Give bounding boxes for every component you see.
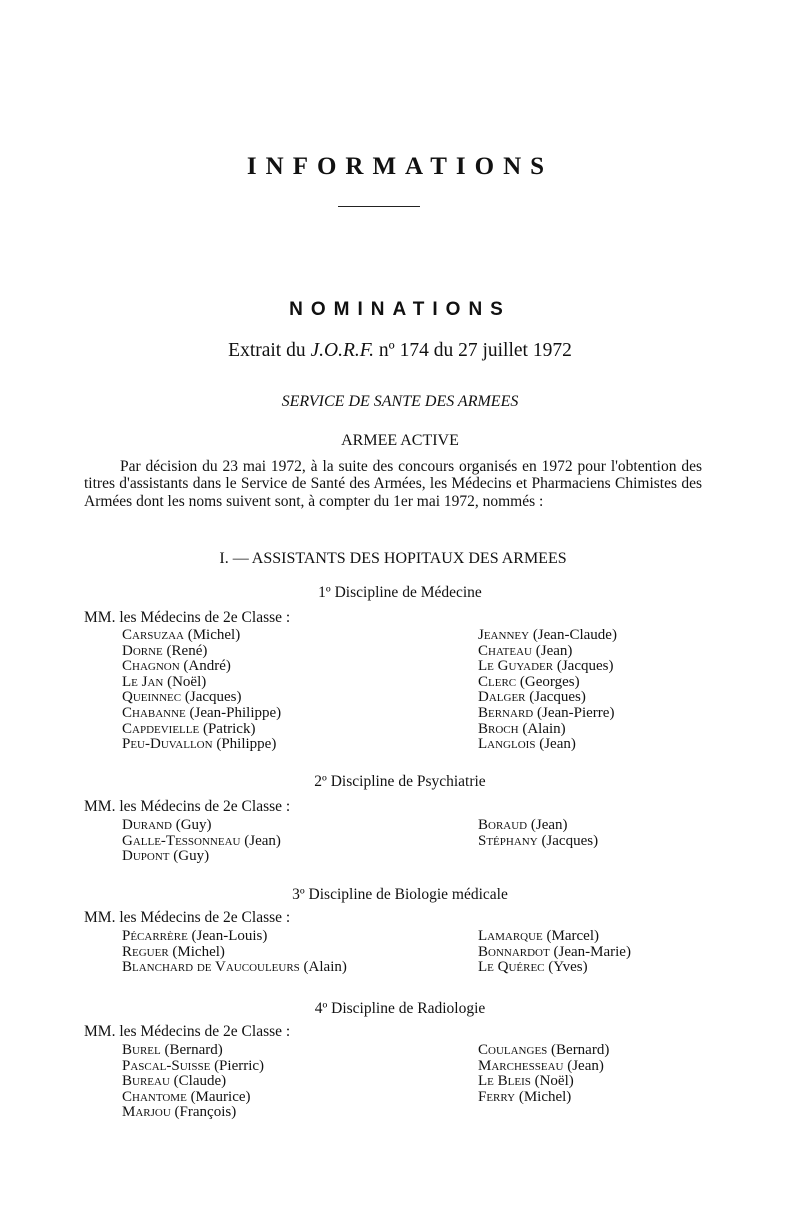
list-item bbox=[122, 834, 281, 850]
first-name: (Yves) bbox=[544, 959, 588, 976]
first-name: (Noël) bbox=[163, 673, 207, 690]
list-item bbox=[122, 644, 281, 660]
surname: Durand bbox=[122, 817, 172, 833]
list-item bbox=[478, 960, 631, 976]
surname: Jeanney bbox=[478, 627, 530, 643]
heading-rule bbox=[338, 206, 420, 207]
surname: Le Guyader bbox=[478, 658, 554, 675]
first-name: (Guy) bbox=[171, 817, 212, 833]
surname: Clerc bbox=[478, 673, 517, 690]
first-name: (Claude) bbox=[169, 1073, 227, 1090]
first-name: (Patrick) bbox=[199, 720, 256, 737]
surname: Marjou bbox=[122, 1104, 171, 1121]
first-name: (Jean-Pierre) bbox=[533, 704, 615, 721]
list-item bbox=[122, 1074, 264, 1090]
first-name: (Jacques) bbox=[181, 689, 242, 706]
names-column-left bbox=[122, 628, 281, 753]
first-name: (Philippe) bbox=[212, 736, 277, 753]
list-item bbox=[122, 1105, 264, 1121]
list-item bbox=[122, 706, 281, 722]
list-item bbox=[478, 659, 617, 675]
list-item bbox=[478, 1043, 609, 1059]
surname: Langlois bbox=[478, 736, 536, 753]
names-column-right bbox=[478, 929, 631, 976]
journal-name: J.O.R.F. bbox=[310, 340, 375, 361]
first-name: (Jean) bbox=[527, 817, 568, 833]
surname: Chantome bbox=[122, 1088, 187, 1105]
discipline-title: 1º Discipline de Médecine bbox=[318, 584, 482, 601]
first-name: (René) bbox=[162, 642, 208, 659]
first-name: (Jacques) bbox=[553, 658, 614, 675]
list-item bbox=[478, 628, 617, 644]
rank-label: MM. les Médecins de 2e Classe : bbox=[84, 609, 291, 626]
first-name: (Jacques) bbox=[537, 832, 599, 849]
surname: Bernard bbox=[478, 704, 534, 721]
surname: Carsuzaa bbox=[122, 627, 184, 643]
surname: Galle-Tessonneau bbox=[122, 832, 241, 849]
list-item bbox=[478, 675, 617, 691]
first-name: (Jean-Claude) bbox=[529, 627, 617, 643]
list-item bbox=[122, 818, 281, 834]
surname: Chabanne bbox=[122, 704, 186, 721]
first-name: (Georges) bbox=[516, 673, 580, 690]
surname: Pascal-Suisse bbox=[122, 1057, 211, 1074]
list-item bbox=[122, 659, 281, 675]
list-item bbox=[478, 644, 617, 660]
journal-number: nº 174 du 27 juillet 1972 bbox=[378, 340, 572, 361]
list-item bbox=[478, 706, 617, 722]
discipline-title: 2º Discipline de Psychiatrie bbox=[314, 773, 486, 790]
surname: Coulanges bbox=[478, 1042, 548, 1058]
first-name: (Jacques) bbox=[525, 689, 586, 706]
army-title: ARMEE ACTIVE bbox=[341, 432, 459, 449]
page-heading: INFORMATIONS bbox=[246, 153, 554, 180]
list-item bbox=[122, 1043, 264, 1059]
surname: Bonnardot bbox=[478, 943, 550, 960]
list-item bbox=[478, 818, 598, 834]
list-item bbox=[122, 628, 281, 644]
list-item bbox=[478, 1059, 609, 1075]
surname: Pécarrère bbox=[122, 928, 188, 944]
surname: Reguer bbox=[122, 943, 169, 960]
first-name: (Jean-Marie) bbox=[549, 943, 631, 960]
surname: Stéphany bbox=[478, 832, 538, 849]
first-name: (Jean) bbox=[532, 642, 573, 659]
rank-label: MM. les Médecins de 2e Classe : bbox=[84, 1023, 291, 1040]
list-item bbox=[122, 945, 347, 961]
first-name: (Jean-Philippe) bbox=[185, 704, 282, 721]
surname: Dalger bbox=[478, 689, 526, 706]
list-item bbox=[122, 690, 281, 706]
list-item bbox=[122, 929, 347, 945]
service-title: SERVICE DE SANTE DES ARMEES bbox=[281, 393, 519, 410]
names-column-left bbox=[122, 929, 347, 976]
list-item bbox=[478, 1090, 609, 1106]
subsection-title: I. — ASSISTANTS DES HOPITAUX DES ARMEES bbox=[219, 550, 567, 567]
surname: Burel bbox=[122, 1042, 161, 1058]
surname: Peu-Duvallon bbox=[122, 736, 213, 753]
first-name: (Pierric) bbox=[210, 1057, 265, 1074]
list-item bbox=[122, 960, 347, 976]
names-column-right bbox=[478, 628, 617, 753]
first-name: (Guy) bbox=[169, 848, 210, 865]
surname: Queinnec bbox=[122, 689, 182, 706]
surname: Chateau bbox=[478, 642, 532, 659]
first-name: (Jean) bbox=[535, 736, 576, 753]
surname: Capdevielle bbox=[122, 720, 200, 737]
discipline-title: 3º Discipline de Biologie médicale bbox=[292, 886, 508, 903]
first-name: (Michel) bbox=[168, 943, 225, 960]
list-item bbox=[122, 675, 281, 691]
surname: Le Jan bbox=[122, 673, 164, 690]
surname: Bureau bbox=[122, 1073, 170, 1090]
surname: Marchesseau bbox=[478, 1057, 564, 1074]
list-item bbox=[122, 737, 281, 753]
first-name: (Jean-Louis) bbox=[187, 928, 268, 944]
first-name: (Jean) bbox=[240, 832, 281, 849]
first-name: (André) bbox=[179, 658, 231, 675]
first-name: (Alain) bbox=[518, 720, 566, 737]
first-name: (Michel) bbox=[515, 1088, 572, 1105]
surname: Ferry bbox=[478, 1088, 516, 1105]
surname: Dupont bbox=[122, 848, 170, 865]
section-heading: NOMINATIONS bbox=[289, 299, 511, 320]
list-item bbox=[478, 945, 631, 961]
first-name: (Bernard) bbox=[160, 1042, 223, 1058]
first-name: (Michel) bbox=[183, 627, 241, 643]
first-name: (François) bbox=[170, 1104, 237, 1121]
surname: Le Quérec bbox=[478, 959, 545, 976]
names-column-left bbox=[122, 1043, 264, 1121]
first-name: (Alain) bbox=[299, 959, 347, 976]
list-item bbox=[478, 722, 617, 738]
list-item bbox=[478, 1074, 609, 1090]
surname: Lamarque bbox=[478, 928, 543, 944]
surname: Broch bbox=[478, 720, 519, 737]
surname: Chagnon bbox=[122, 658, 180, 675]
first-name: (Noël) bbox=[530, 1073, 574, 1090]
intro-paragraph: Par décision du 23 mai 1972, à la suite des concours organisés en 1972 pour l'obtention des titres d'assistants dans le Service de Santé des Armées, les Médecins et Pharmaciens Chimistes des Armées dont les noms suivent sont, à compter du 1er mai 1972, nommés : bbox=[84, 458, 702, 510]
first-name: (Maurice) bbox=[186, 1088, 251, 1105]
list-item bbox=[478, 737, 617, 753]
list-item bbox=[122, 1090, 264, 1106]
names-column-right bbox=[478, 1043, 609, 1105]
rank-label: MM. les Médecins de 2e Classe : bbox=[84, 798, 291, 815]
surname: Dorne bbox=[122, 642, 163, 659]
list-item bbox=[122, 722, 281, 738]
first-name: (Jean) bbox=[563, 1057, 604, 1074]
names-column-left bbox=[122, 818, 281, 865]
extract-line bbox=[0, 340, 800, 362]
list-item bbox=[122, 849, 281, 865]
extract-prefix: Extrait du bbox=[228, 340, 306, 361]
first-name: (Marcel) bbox=[542, 928, 599, 944]
list-item bbox=[122, 1059, 264, 1075]
rank-label: MM. les Médecins de 2e Classe : bbox=[84, 909, 291, 926]
names-column-right bbox=[478, 818, 598, 849]
first-name: (Bernard) bbox=[547, 1042, 610, 1058]
list-item bbox=[478, 834, 598, 850]
surname: Blanchard de Vaucouleurs bbox=[122, 959, 300, 976]
surname: Boraud bbox=[478, 817, 528, 833]
discipline-title: 4º Discipline de Radiologie bbox=[314, 1000, 486, 1017]
surname: Le Bleis bbox=[478, 1073, 531, 1090]
list-item bbox=[478, 690, 617, 706]
list-item bbox=[478, 929, 631, 945]
